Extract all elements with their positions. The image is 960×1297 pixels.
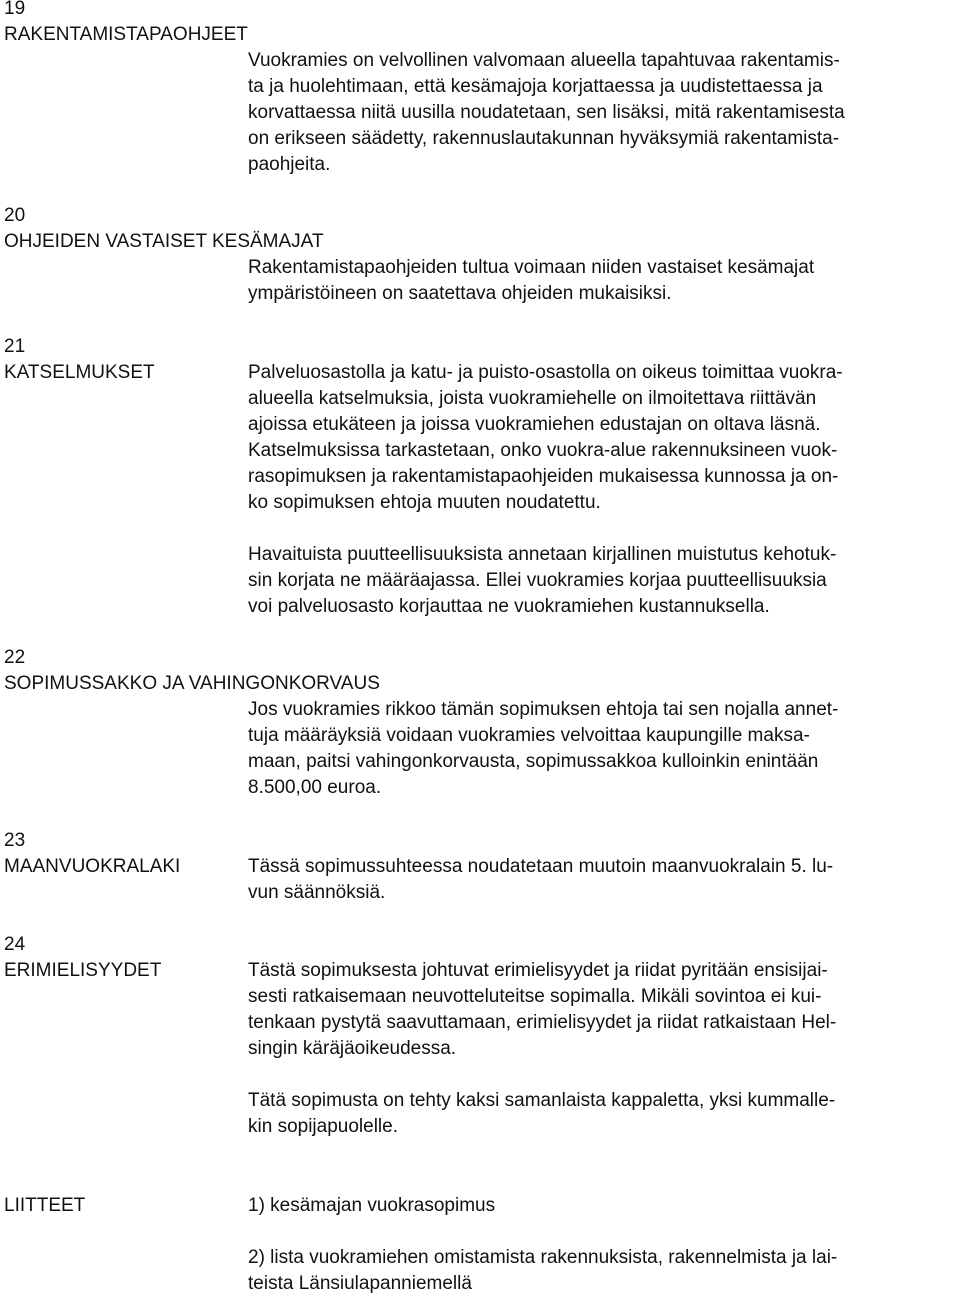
section-number: 19 xyxy=(4,0,26,19)
section-heading: OHJEIDEN VASTAISET KESÄMAJAT xyxy=(4,231,324,252)
section-body xyxy=(248,360,956,620)
text-line: ympäristöineen on saatettava ohjeiden mukaisiksi. xyxy=(248,283,672,304)
text-line: voi palveluosasto korjauttaa ne vuokramiehen kustannuksella. xyxy=(248,596,770,617)
text-line: vun säännöksiä. xyxy=(248,882,386,903)
text-line: Tässä sopimussuhteessa noudatetaan muutoin maanvuokralain 5. lu- xyxy=(248,856,834,877)
text-line: kin sopijapuolelle. xyxy=(248,1116,398,1137)
text-line: korvattaessa niitä uusilla noudatetaan, sen lisäksi, mitä rakentamisesta xyxy=(248,102,845,123)
text-line: ko sopimuksen ehtoja muuten noudatettu. xyxy=(248,492,601,513)
section-body xyxy=(248,854,956,906)
paragraph-gap xyxy=(248,1062,956,1088)
section-row xyxy=(4,958,956,1140)
section-24 xyxy=(4,932,956,1140)
section-body xyxy=(248,958,956,1140)
text-line: Jos vuokramies rikkoo tämän sopimuksen ehtoja tai sen nojalla annet- xyxy=(248,699,839,720)
section-row xyxy=(4,360,956,620)
section-20 xyxy=(4,203,956,307)
text-line: sin korjata ne määräajassa. Ellei vuokramies korjaa puutteellisuuksia xyxy=(248,570,827,591)
section-21 xyxy=(4,334,956,620)
section-heading: SOPIMUSSAKKO JA VAHINGONKORVAUS xyxy=(4,673,380,694)
section-heading: RAKENTAMISTAPAOHJEET xyxy=(4,24,248,45)
section-body xyxy=(248,1193,956,1297)
section-heading: ERIMIELISYYDET xyxy=(4,960,162,981)
paragraph xyxy=(248,1088,956,1140)
text-line: paohjeita. xyxy=(248,154,331,175)
paragraph xyxy=(248,542,956,620)
text-line: tenkaan pystytä saavuttamaan, erimielisyydet ja riidat ratkaistaan Hel- xyxy=(248,1012,837,1033)
section-body xyxy=(248,48,956,178)
text-line: Rakentamistapaohjeiden tultua voimaan niiden vastaiset kesämajat xyxy=(248,257,815,278)
text-line: Vuokramies on velvollinen valvomaan alueella tapahtuvaa rakentamis- xyxy=(248,50,840,71)
text-line: Palveluosastolla ja katu- ja puisto-osastolla on oikeus toimittaa vuokra- xyxy=(248,362,843,383)
section-row xyxy=(4,854,956,906)
text-line: Havaituista puutteellisuuksista annetaan kirjallinen muistutus kehotuk- xyxy=(248,544,837,565)
section-23 xyxy=(4,828,956,906)
text-line: ta ja huolehtimaan, että kesämajoja korjattaessa ja uudistettaessa ja xyxy=(248,76,823,97)
section-number: 24 xyxy=(4,934,26,955)
section-body xyxy=(248,697,956,801)
section-row xyxy=(4,1193,956,1297)
text-line: teista Länsiulapanniemellä xyxy=(248,1273,472,1294)
text-line: tuja määräyksiä voidaan vuokramies velvoittaa kaupungille maksa- xyxy=(248,725,810,746)
section-heading: LIITTEET xyxy=(4,1195,86,1216)
section-heading: KATSELMUKSET xyxy=(4,362,155,383)
text-line: sesti ratkaisemaan neuvotteluteitse sopimalla. Mikäli sovintoa ei kui- xyxy=(248,986,822,1007)
section-number: 23 xyxy=(4,830,26,851)
attachment-item xyxy=(248,1245,956,1297)
text-line: Tästä sopimuksesta johtuvat erimielisyydet ja riidat pyritään ensisijai- xyxy=(248,960,828,981)
text-line: maan, paitsi vahingonkorvausta, sopimussakkoa kulloinkin enintään xyxy=(248,751,819,772)
paragraph xyxy=(248,255,956,307)
section-19 xyxy=(4,0,956,178)
section-heading: MAANVUOKRALAKI xyxy=(4,856,181,877)
paragraph xyxy=(248,697,956,801)
text-line: on erikseen säädetty, rakennuslautakunnan hyväksymiä rakentamista- xyxy=(248,128,840,149)
section-22 xyxy=(4,645,956,801)
text-line: Katselmuksissa tarkastetaan, onko vuokra-alue rakennuksineen vuok- xyxy=(248,440,838,461)
paragraph xyxy=(248,360,956,516)
paragraph-gap xyxy=(248,1219,956,1245)
paragraph-gap xyxy=(248,516,956,542)
text-line: Tätä sopimusta on tehty kaksi samanlaista kappaletta, yksi kummalle- xyxy=(248,1090,836,1111)
text-line: rasopimuksen ja rakentamistapaohjeiden mukaisessa kunnossa ja on- xyxy=(248,466,839,487)
text-line: alueella katselmuksia, joista vuokramiehelle on ilmoitettava riittävän xyxy=(248,388,817,409)
text-line: 8.500,00 euroa. xyxy=(248,777,382,798)
section-attachments xyxy=(4,1193,956,1297)
section-number: 20 xyxy=(4,205,26,226)
paragraph xyxy=(248,48,956,178)
text-line: 1) kesämajan vuokrasopimus xyxy=(248,1195,496,1216)
section-number: 21 xyxy=(4,336,26,357)
section-body xyxy=(248,255,956,307)
text-line: ajoissa etukäteen ja joissa vuokramiehen edustajan on oltava läsnä. xyxy=(248,414,821,435)
text-line: 2) lista vuokramiehen omistamista rakennuksista, rakennelmista ja lai- xyxy=(248,1247,838,1268)
text-line: singin käräjäoikeudessa. xyxy=(248,1038,457,1059)
attachment-item xyxy=(248,1193,956,1219)
paragraph xyxy=(248,958,956,1062)
section-number: 22 xyxy=(4,647,26,668)
paragraph xyxy=(248,854,956,906)
